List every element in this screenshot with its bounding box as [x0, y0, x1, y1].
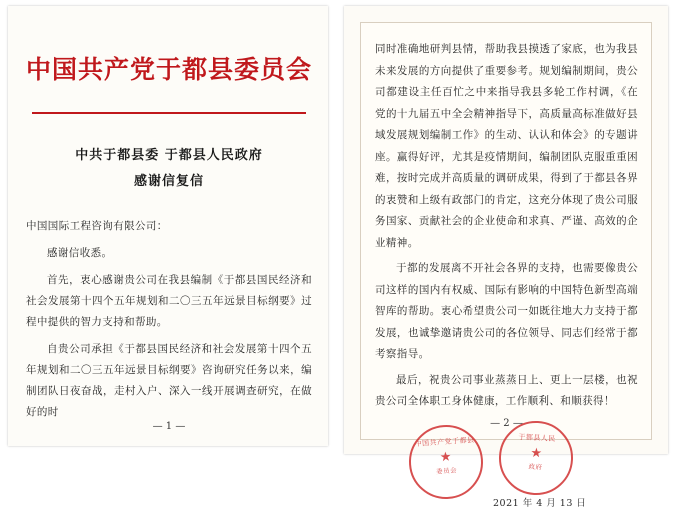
signature-date: 2021 年 4 月 13 日: [493, 497, 587, 509]
page-2-border: [360, 22, 652, 509]
seal-right-bottom-text: 政府: [528, 462, 543, 471]
seal-left-top-text: 中国共产党于都县: [414, 435, 475, 448]
page-2-paragraph-3: 最后，祝贵公司事业蒸蒸日上、更上一层楼，也祝贵公司全体职工身体健康，工作顺利、和顺获得！: [375, 373, 638, 407]
official-seal-party-committee: [407, 422, 486, 501]
greeting: 感谢信收悉。: [47, 247, 113, 259]
document-page-2: [344, 6, 668, 509]
document-page-1: [8, 6, 328, 446]
seal-left-bottom-text: 委员会: [435, 465, 458, 476]
page-1-folio: — 1 —: [152, 421, 186, 432]
page-2-content: [375, 39, 638, 509]
star-icon: ★: [530, 445, 543, 461]
body-paragraph-1: 首先，衷心感谢贵公司在我县编制《于都县国民经济和社会发展第十四个五年规划和二〇三五年远景目标纲要》过程中提供的智力支持和帮助。: [26, 274, 312, 328]
salutation: 中国国际工程咨询有限公司：: [26, 220, 168, 232]
page-1-body: [26, 216, 312, 423]
official-seal-government: [497, 419, 575, 497]
page-title-line-2: 感谢信复信: [133, 174, 204, 189]
page-2-paragraph-2: 于都的发展离不开社会各界的支持，也需要像贵公司这样的国内有权威、国际有影响的中国特色新型高端智库的帮助。衷心希望贵公司一如既往地大力支持于都发展，也诚挚邀请贵公司的各位领导、同志们经常于都考察指导。: [375, 262, 638, 360]
star-icon: ★: [439, 449, 453, 465]
page-2-body: [375, 39, 638, 413]
page-1-content: [26, 20, 312, 436]
signature-block: [375, 421, 638, 513]
page-title: [26, 144, 312, 194]
page-2-folio: — 2 —: [490, 418, 523, 429]
seal-right-top-text: 于都县人民: [518, 432, 556, 443]
letterhead-title: 中国共产党于都县委员会: [26, 55, 313, 84]
page-2-paragraph-1: 同时准确地研判县情，帮助我县摸透了家底，也为我县未来发展的方向提供了重要参考。规划编制期间，贵公司都建设主任百忙之中来指导我县多轮工作村调，《在党的十九届五中全会精神指导下，高质量高标准做好县域发展规划编制工作》的生动、认认和体会》的专题讲座。赢得好评，尤其是疫情期间，编制团队克服重重困难，按时完成并高质量的调研成果，得到了于都县各界的衷赞和上级有政部门的肯定，这充分体现了贵公司服务国家、贡献社会的企业使命和求真、严谨、高效的企业精神。: [375, 43, 638, 249]
letterhead-divider: [32, 112, 306, 114]
page-title-line-1: 中共于都县委 于都县人民政府: [75, 148, 263, 163]
body-paragraph-2: 自贵公司承担《于都县国民经济和社会发展第十四个五年规划和二〇三五年远景目标纲要》咨询研究任务以来，编制团队日夜奋战，走村入户、深入一线开展调查研究，在做好的时: [26, 343, 312, 418]
